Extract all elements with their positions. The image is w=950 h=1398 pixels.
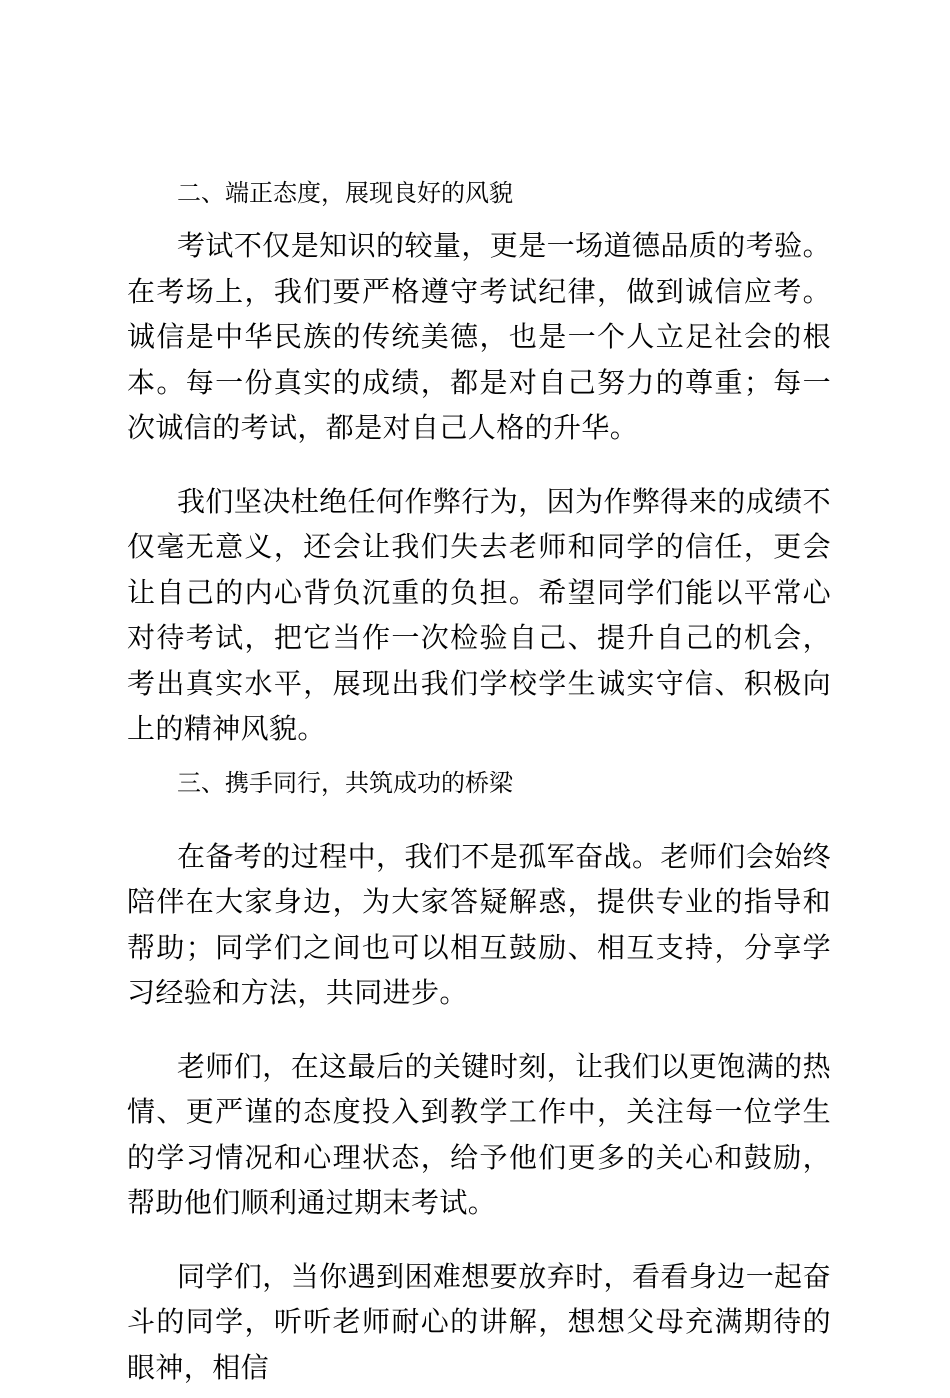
- document-body: [127, 170, 831, 1398]
- section-heading-3: 三、携手同行，共筑成功的桥梁: [177, 768, 513, 797]
- paragraph-no-cheating: 我们坚决杜绝任何作弊行为，因为作弊得来的成绩不仅毫无意义，还会让我们失去老师和同学的信任，更会让自己的内心背负沉重的负担。希望同学们能以平常心对待考试，把它当作一次检验自己、提升自己的机会，考出真实水平，展现出我们学校学生诚实守信、积极向上的精神风貌。: [127, 484, 831, 745]
- paragraph-not-alone: 在备考的过程中，我们不是孤军奋战。老师们会始终陪伴在大家身边，为大家答疑解惑，提供专业的指导和帮助；同学们之间也可以相互鼓励、相互支持，分享学习经验和方法，共同进步。: [127, 839, 831, 1009]
- paragraph-integrity-exam: 考试不仅是知识的较量，更是一场道德品质的考验。在考场上，我们要严格遵守考试纪律，做到诚信应考。诚信是中华民族的传统美德，也是一个人立足社会的根本。每一份真实的成绩，都是对自己努力的尊重；每一次诚信的考试，都是对自己人格的升华。: [127, 229, 831, 444]
- section-heading-2: 二、端正态度，展现良好的风貌: [177, 179, 513, 207]
- paragraph-students: 同学们，当你遇到困难想要放弃时，看看身边一起奋斗的同学，听听老师耐心的讲解，想想父母充满期待的眼神，相信: [127, 1259, 831, 1384]
- paragraph-teachers: 老师们，在这最后的关键时刻，让我们以更饱满的热情、更严谨的态度投入到教学工作中，关注每一位学生的学习情况和心理状态，给予他们更多的关心和鼓励，帮助他们顺利通过期末考试。: [127, 1049, 831, 1219]
